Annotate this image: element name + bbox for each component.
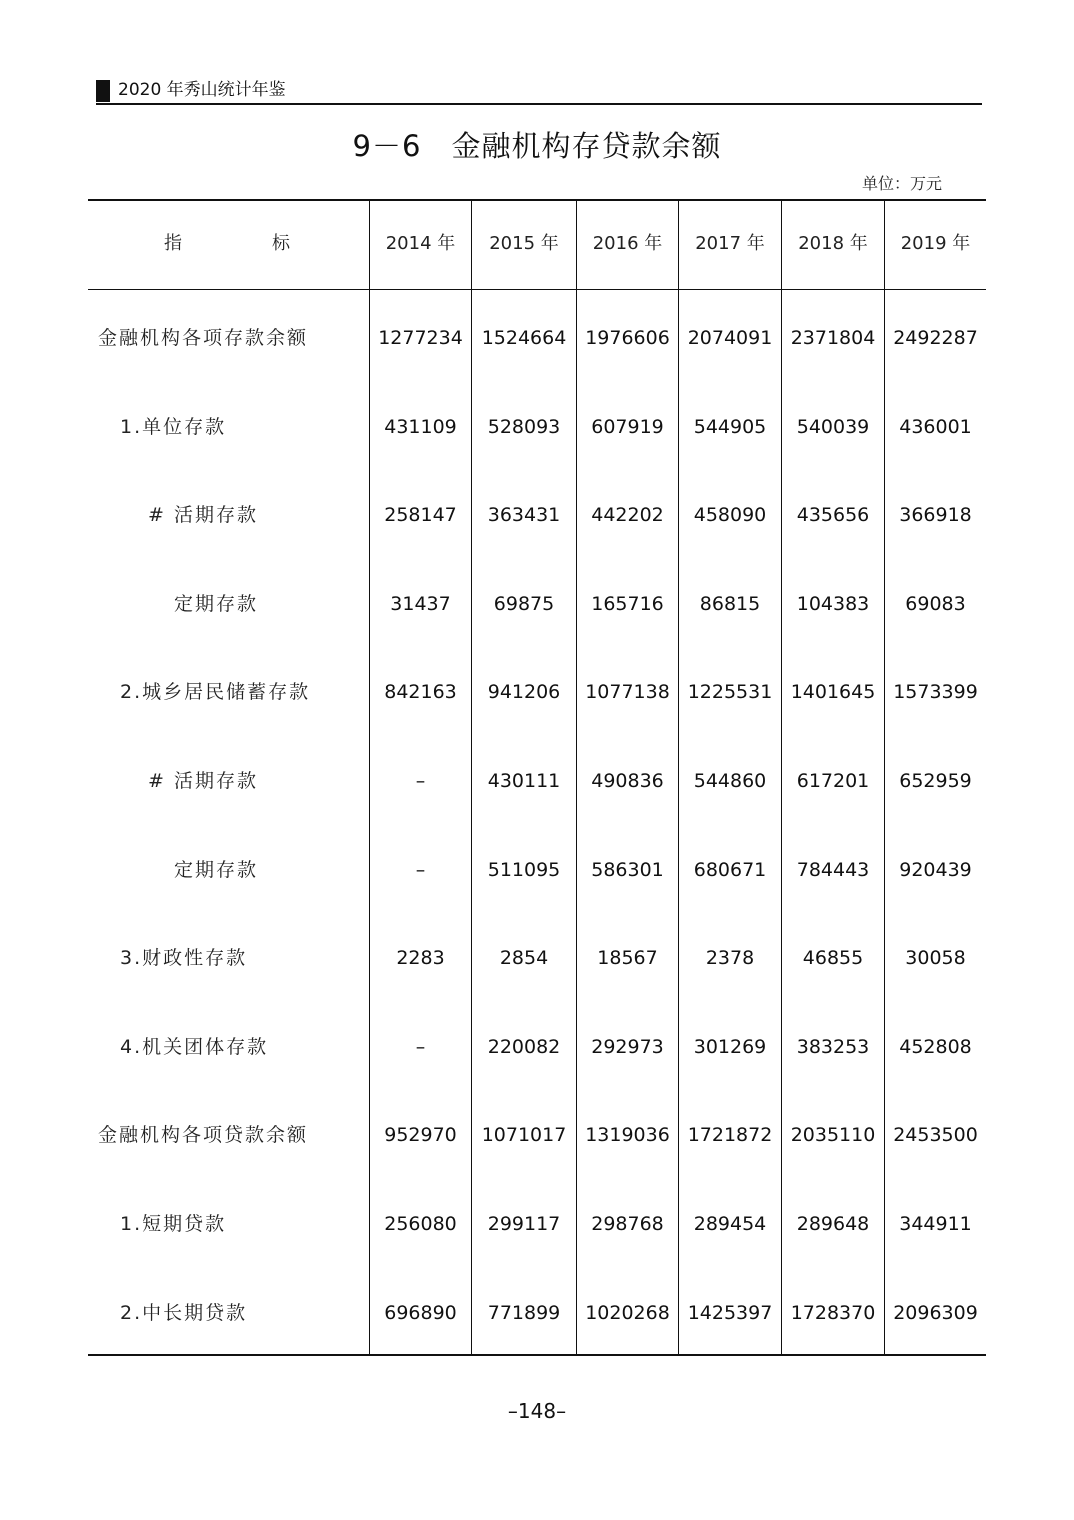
table-cell: 86815	[699, 592, 761, 615]
header-rule	[96, 103, 982, 105]
row-label: 定期存款	[174, 592, 259, 615]
table-cell: 344911	[899, 1213, 972, 1235]
table-cell: 511095	[487, 858, 561, 881]
year-column-header: 2019 年	[900, 233, 971, 254]
table-cell: 298768	[591, 1213, 664, 1235]
indicator-column-header	[88, 199, 369, 289]
table-cell: 941206	[487, 681, 561, 704]
table-cell: –	[415, 770, 426, 792]
table-cell: 220082	[487, 1035, 561, 1058]
table-cell: 544905	[693, 415, 767, 438]
table-cell: 431109	[384, 415, 457, 438]
table-cell: 490836	[591, 770, 664, 792]
row-label: 2.中长期贷款	[120, 1301, 248, 1324]
table-cell: 69875	[493, 592, 555, 615]
table-row	[88, 826, 986, 914]
table-cell: –	[415, 1035, 426, 1058]
table-row	[88, 383, 986, 471]
table-row	[88, 914, 986, 1002]
table-cell: 1524664	[481, 327, 567, 349]
table-cell: 1277234	[378, 327, 463, 349]
unit-label: 单位：万元	[862, 174, 943, 193]
table-cell: 2378	[705, 947, 755, 970]
table-cell: 1071017	[481, 1124, 567, 1147]
table-row	[88, 737, 986, 825]
table-row	[88, 294, 986, 382]
year-column-header: 2016 年	[592, 233, 663, 254]
table-cell: 1401645	[790, 681, 876, 704]
table-cell: 952970	[384, 1124, 457, 1147]
book-title: 2020 年秀山统计年鉴	[118, 80, 286, 100]
table-cell: 784443	[796, 858, 870, 881]
table-header-separator	[88, 289, 986, 290]
table-cell: 435656	[796, 504, 870, 527]
table-cell: 2453500	[893, 1124, 978, 1147]
table-cell: 696890	[384, 1301, 457, 1324]
row-label: # 活期存款	[148, 504, 258, 527]
table-cell: 1077138	[585, 681, 670, 704]
table-cell: 1020268	[585, 1301, 670, 1324]
table-cell: 289648	[796, 1213, 870, 1235]
row-label: # 活期存款	[148, 770, 258, 792]
row-label: 金融机构各项存款余额	[98, 327, 309, 349]
row-label: 1.短期贷款	[120, 1213, 227, 1235]
table-row	[88, 471, 986, 559]
table-cell: 69083	[905, 592, 966, 615]
row-label: 4.机关团体存款	[120, 1035, 269, 1058]
table-row	[88, 1269, 986, 1357]
table-cell: 842163	[384, 681, 457, 704]
table-cell: 1425397	[687, 1301, 773, 1324]
year-column-header: 2017 年	[695, 233, 765, 254]
table-cell: 771899	[487, 1301, 561, 1324]
year-column-header: 2018 年	[798, 233, 868, 254]
table-cell: 544860	[693, 770, 767, 792]
table-cell: 436001	[899, 415, 972, 438]
table-cell: 383253	[796, 1035, 870, 1058]
table-cell: 607919	[591, 415, 664, 438]
row-label: 3.财政性存款	[120, 947, 248, 970]
table-cell: 458090	[693, 504, 767, 527]
table-cell: 256080	[384, 1213, 457, 1235]
table-cell: 2854	[499, 947, 549, 970]
row-label: 定期存款	[174, 858, 259, 881]
year-column-header: 2014 年	[385, 233, 456, 254]
table-cell: 30058	[905, 947, 966, 970]
table-cell: 2283	[396, 947, 445, 970]
row-label: 1.单位存款	[120, 415, 227, 438]
table-cell: 2371804	[790, 327, 876, 349]
header-marker	[96, 80, 110, 102]
table-cell: 18567	[597, 947, 658, 970]
indicator-header-char: 标	[272, 233, 291, 254]
table-cell: 299117	[487, 1213, 561, 1235]
table-cell: 2035110	[790, 1124, 876, 1147]
table-cell: 363431	[487, 504, 561, 527]
table-cell: 1728370	[790, 1301, 876, 1324]
table-row	[88, 648, 986, 736]
table-cell: 1976606	[585, 327, 670, 349]
table-cell: 652959	[899, 770, 972, 792]
table-row	[88, 1091, 986, 1179]
year-column-header: 2015 年	[489, 233, 559, 254]
table-row	[88, 560, 986, 648]
row-label: 金融机构各项贷款余额	[98, 1124, 309, 1147]
table-cell: 586301	[591, 858, 664, 881]
table-cell: 2074091	[687, 327, 773, 349]
table-cell: 1319036	[585, 1124, 670, 1147]
table-row	[88, 1003, 986, 1091]
table-cell: 442202	[591, 504, 664, 527]
table-cell: 292973	[591, 1035, 664, 1058]
table-cell: 452808	[899, 1035, 972, 1058]
table-cell: 301269	[693, 1035, 767, 1058]
table-cell: 104383	[796, 592, 870, 615]
table-cell: 289454	[693, 1213, 767, 1235]
table-cell: 528093	[487, 415, 561, 438]
indicator-header-char: 指	[164, 233, 183, 254]
table-cell: 617201	[796, 770, 870, 792]
table-cell: –	[415, 858, 426, 881]
page-number: –148–	[507, 1399, 567, 1423]
table-cell: 540039	[796, 415, 870, 438]
table-cell: 31437	[390, 592, 451, 615]
table-cell: 920439	[899, 858, 972, 881]
table-cell: 430111	[487, 770, 561, 792]
table-cell: 2096309	[893, 1301, 978, 1324]
table-cell: 1721872	[687, 1124, 773, 1147]
table-cell: 680671	[693, 858, 767, 881]
table-cell: 1573399	[893, 681, 978, 704]
table-cell: 366918	[899, 504, 972, 527]
row-label: 2.城乡居民储蓄存款	[120, 681, 311, 704]
table-cell: 46855	[802, 947, 864, 970]
table-cell: 1225531	[687, 681, 773, 704]
table-cell: 2492287	[893, 327, 978, 349]
table-cell: 165716	[591, 592, 664, 615]
table-row	[88, 1180, 986, 1268]
table-cell: 258147	[384, 504, 457, 527]
table-title: 9－6 金融机构存贷款余额	[352, 129, 722, 163]
